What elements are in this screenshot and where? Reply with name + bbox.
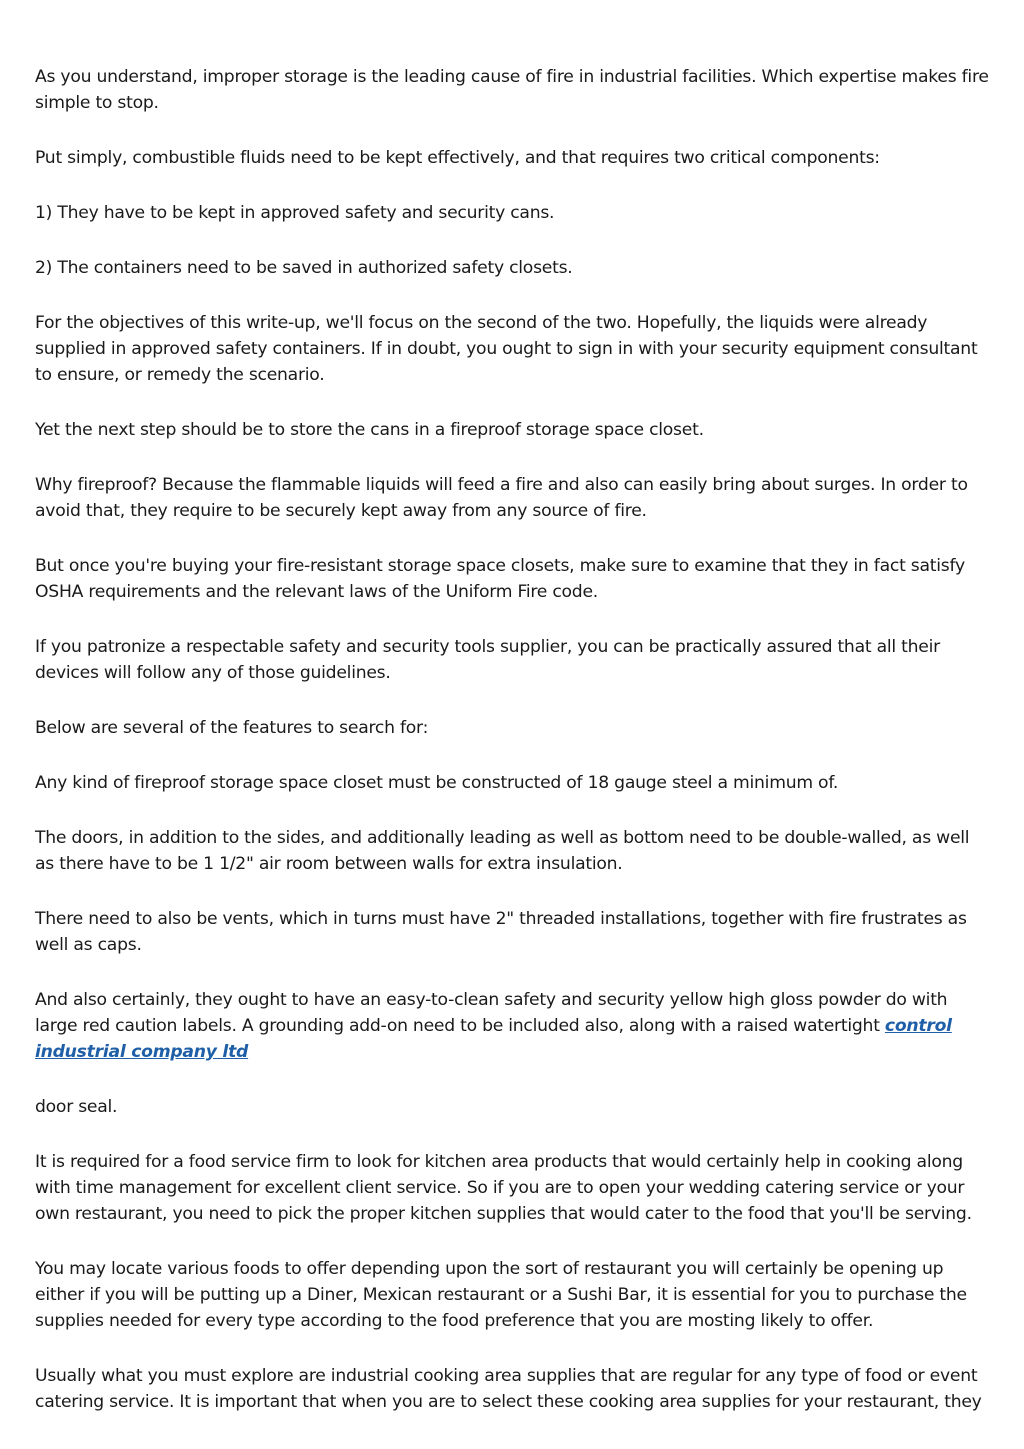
paragraph-supplier: If you patronize a respectable safety and security tools supplier, you can be practically assured that all their devices will follow any of those guidelines. [35, 637, 940, 683]
paragraph-osha: But once you're buying your fire-resistant storage space closets, make sure to examine that they in fact satisfy OSHA requirements and the relevant laws of the Uniform Fire code. [35, 556, 965, 602]
paragraph-intro: As you understand, improper storage is the leading cause of fire in industrial facilities. Which expertise makes fire simple to stop. [35, 67, 989, 113]
paragraph-door-seal: door seal. [35, 1097, 118, 1117]
paragraph-restaurant-types: You may locate various foods to offer depending upon the sort of restaurant you will certainly be opening up either if you will be putting up a Diner, Mexican restaurant or a Sushi Bar, it is essential for you to purchase the supplies needed for every type according to the food preference that you are mosting likely to offer. [35, 1259, 967, 1331]
control-industrial-link[interactable]: control industrial company ltd [35, 1016, 952, 1062]
paragraph-doors: The doors, in addition to the sides, and additionally leading as well as bottom need to be double-walled, as well as there have to be 1 1/2" air room between walls for extra insulation. [35, 828, 970, 874]
paragraph-link-lead-text: And also certainly, they ought to have an easy-to-clean safety and security yellow high gloss powder do with large red caution labels. A grounding add-on need to be included also, along with a raised watertight [35, 990, 948, 1036]
paragraph-item-2: 2) The containers need to be saved in authorized safety closets. [35, 258, 573, 278]
paragraph-kitchen-supplies: Usually what you must explore are industrial cooking area supplies that are regular for any type of food or event catering service. It is important that when you are to select these cooking area supplies for your restaurant, they [35, 1366, 982, 1412]
paragraph-why-fireproof: Why fireproof? Because the flammable liquids will feed a fire and also can easily bring about surges. In order to avoid that, they require to be securely kept away from any source of fire. [35, 475, 968, 521]
paragraph-item-1: 1) They have to be kept in approved safety and security cans. [35, 203, 555, 223]
paragraph-vents: There need to also be vents, which in turns must have 2" threaded installations, together with fire frustrates as well as caps. [35, 909, 967, 955]
paragraph-with-link [35, 987, 991, 1065]
paragraph-steel: Any kind of fireproof storage space closet must be constructed of 18 gauge steel a minimum of. [35, 773, 839, 793]
paragraph-features-intro: Below are several of the features to search for: [35, 718, 429, 738]
paragraph-next-step: Yet the next step should be to store the cans in a fireproof storage space closet. [35, 420, 704, 440]
paragraph-components: Put simply, combustible fluids need to be kept effectively, and that requires two critical components: [35, 148, 880, 168]
document-body [35, 64, 991, 1444]
paragraph-objectives: For the objectives of this write-up, we'll focus on the second of the two. Hopefully, the liquids were already supplied in approved safety containers. If in doubt, you ought to sign in with your security equipment consultant to ensure, or remedy the scenario. [35, 313, 978, 385]
paragraph-food-service: It is required for a food service firm to look for kitchen area products that would certainly help in cooking along with time management for excellent client service. So if you are to open your wedding catering service or your own restaurant, you need to pick the proper kitchen supplies that would cater to the food that you'll be serving. [35, 1152, 972, 1224]
